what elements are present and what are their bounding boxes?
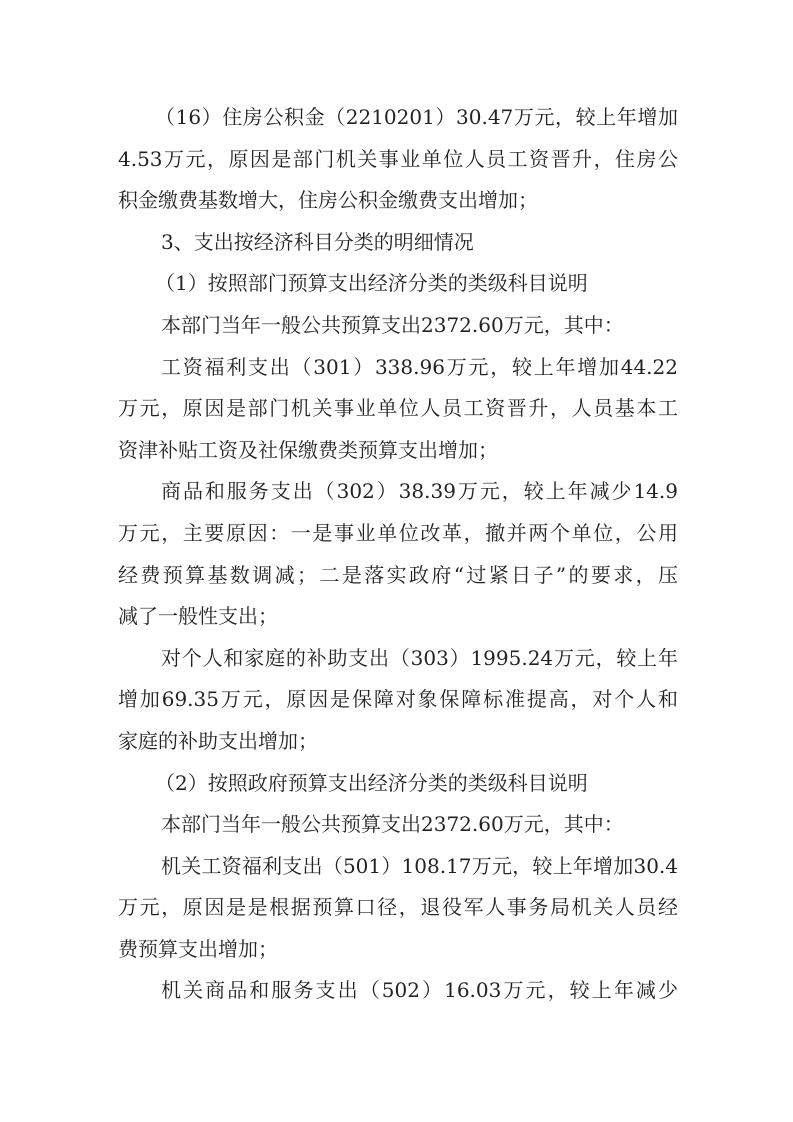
text-line: 工资福利支出（301）338.96万元，较上年增加44.22 (161, 354, 678, 379)
text-line: 4.53万元，原因是部门机关事业单位人员工资晋升，住房公 (118, 146, 678, 171)
document-body (118, 97, 678, 1012)
text-line: 万元，原因是部门机关事业单位人员工资晋升，人员基本工 (118, 396, 678, 421)
section-heading: 3、支出按经济科目分类的明细情况 (161, 229, 474, 254)
text-line: 对个人和家庭的补助支出（303）1995.24万元，较上年 (161, 645, 678, 670)
text-line: 机关工资福利支出（501）108.17万元，较上年增加30.4 (161, 853, 678, 878)
text-line: 万元，原因是是根据预算口径，退役军人事务局机关人员经 (118, 895, 678, 920)
subsection-heading: （2）按照政府预算支出经济分类的类级科目说明 (155, 770, 588, 795)
text-line: 本部门当年一般公共预算支出2372.60万元，其中： (161, 812, 624, 837)
text-line: 商品和服务支出（302）38.39万元，较上年减少14.9 (161, 479, 678, 504)
text-line: （16）住房公积金（2210201）30.47万元，较上年增加 (155, 105, 678, 129)
text-line: 经费预算基数调减；二是落实政府“过紧日子”的要求，压 (118, 562, 678, 587)
text-line: 减了一般性支出； (118, 604, 278, 629)
text-line: 机关商品和服务支出（502）16.03万元，较上年减少 (161, 978, 678, 1003)
text-line: 增加69.35万元，原因是保障对象保障标准提高，对个人和 (118, 687, 678, 712)
text-line: 家庭的补助支出增加； (118, 728, 318, 753)
subsection-heading: （1）按照部门预算支出经济分类的类级科目说明 (155, 271, 588, 296)
text-line: 资津补贴工资及社保缴费类预算支出增加； (118, 437, 498, 462)
text-line: 费预算支出增加； (118, 936, 278, 961)
text-line: 万元，主要原因：一是事业单位改革，撤并两个单位，公用 (118, 520, 678, 545)
text-line: 积金缴费基数增大，住房公积金缴费支出增加； (118, 188, 538, 213)
text-line: 本部门当年一般公共预算支出2372.60万元，其中： (161, 312, 624, 337)
